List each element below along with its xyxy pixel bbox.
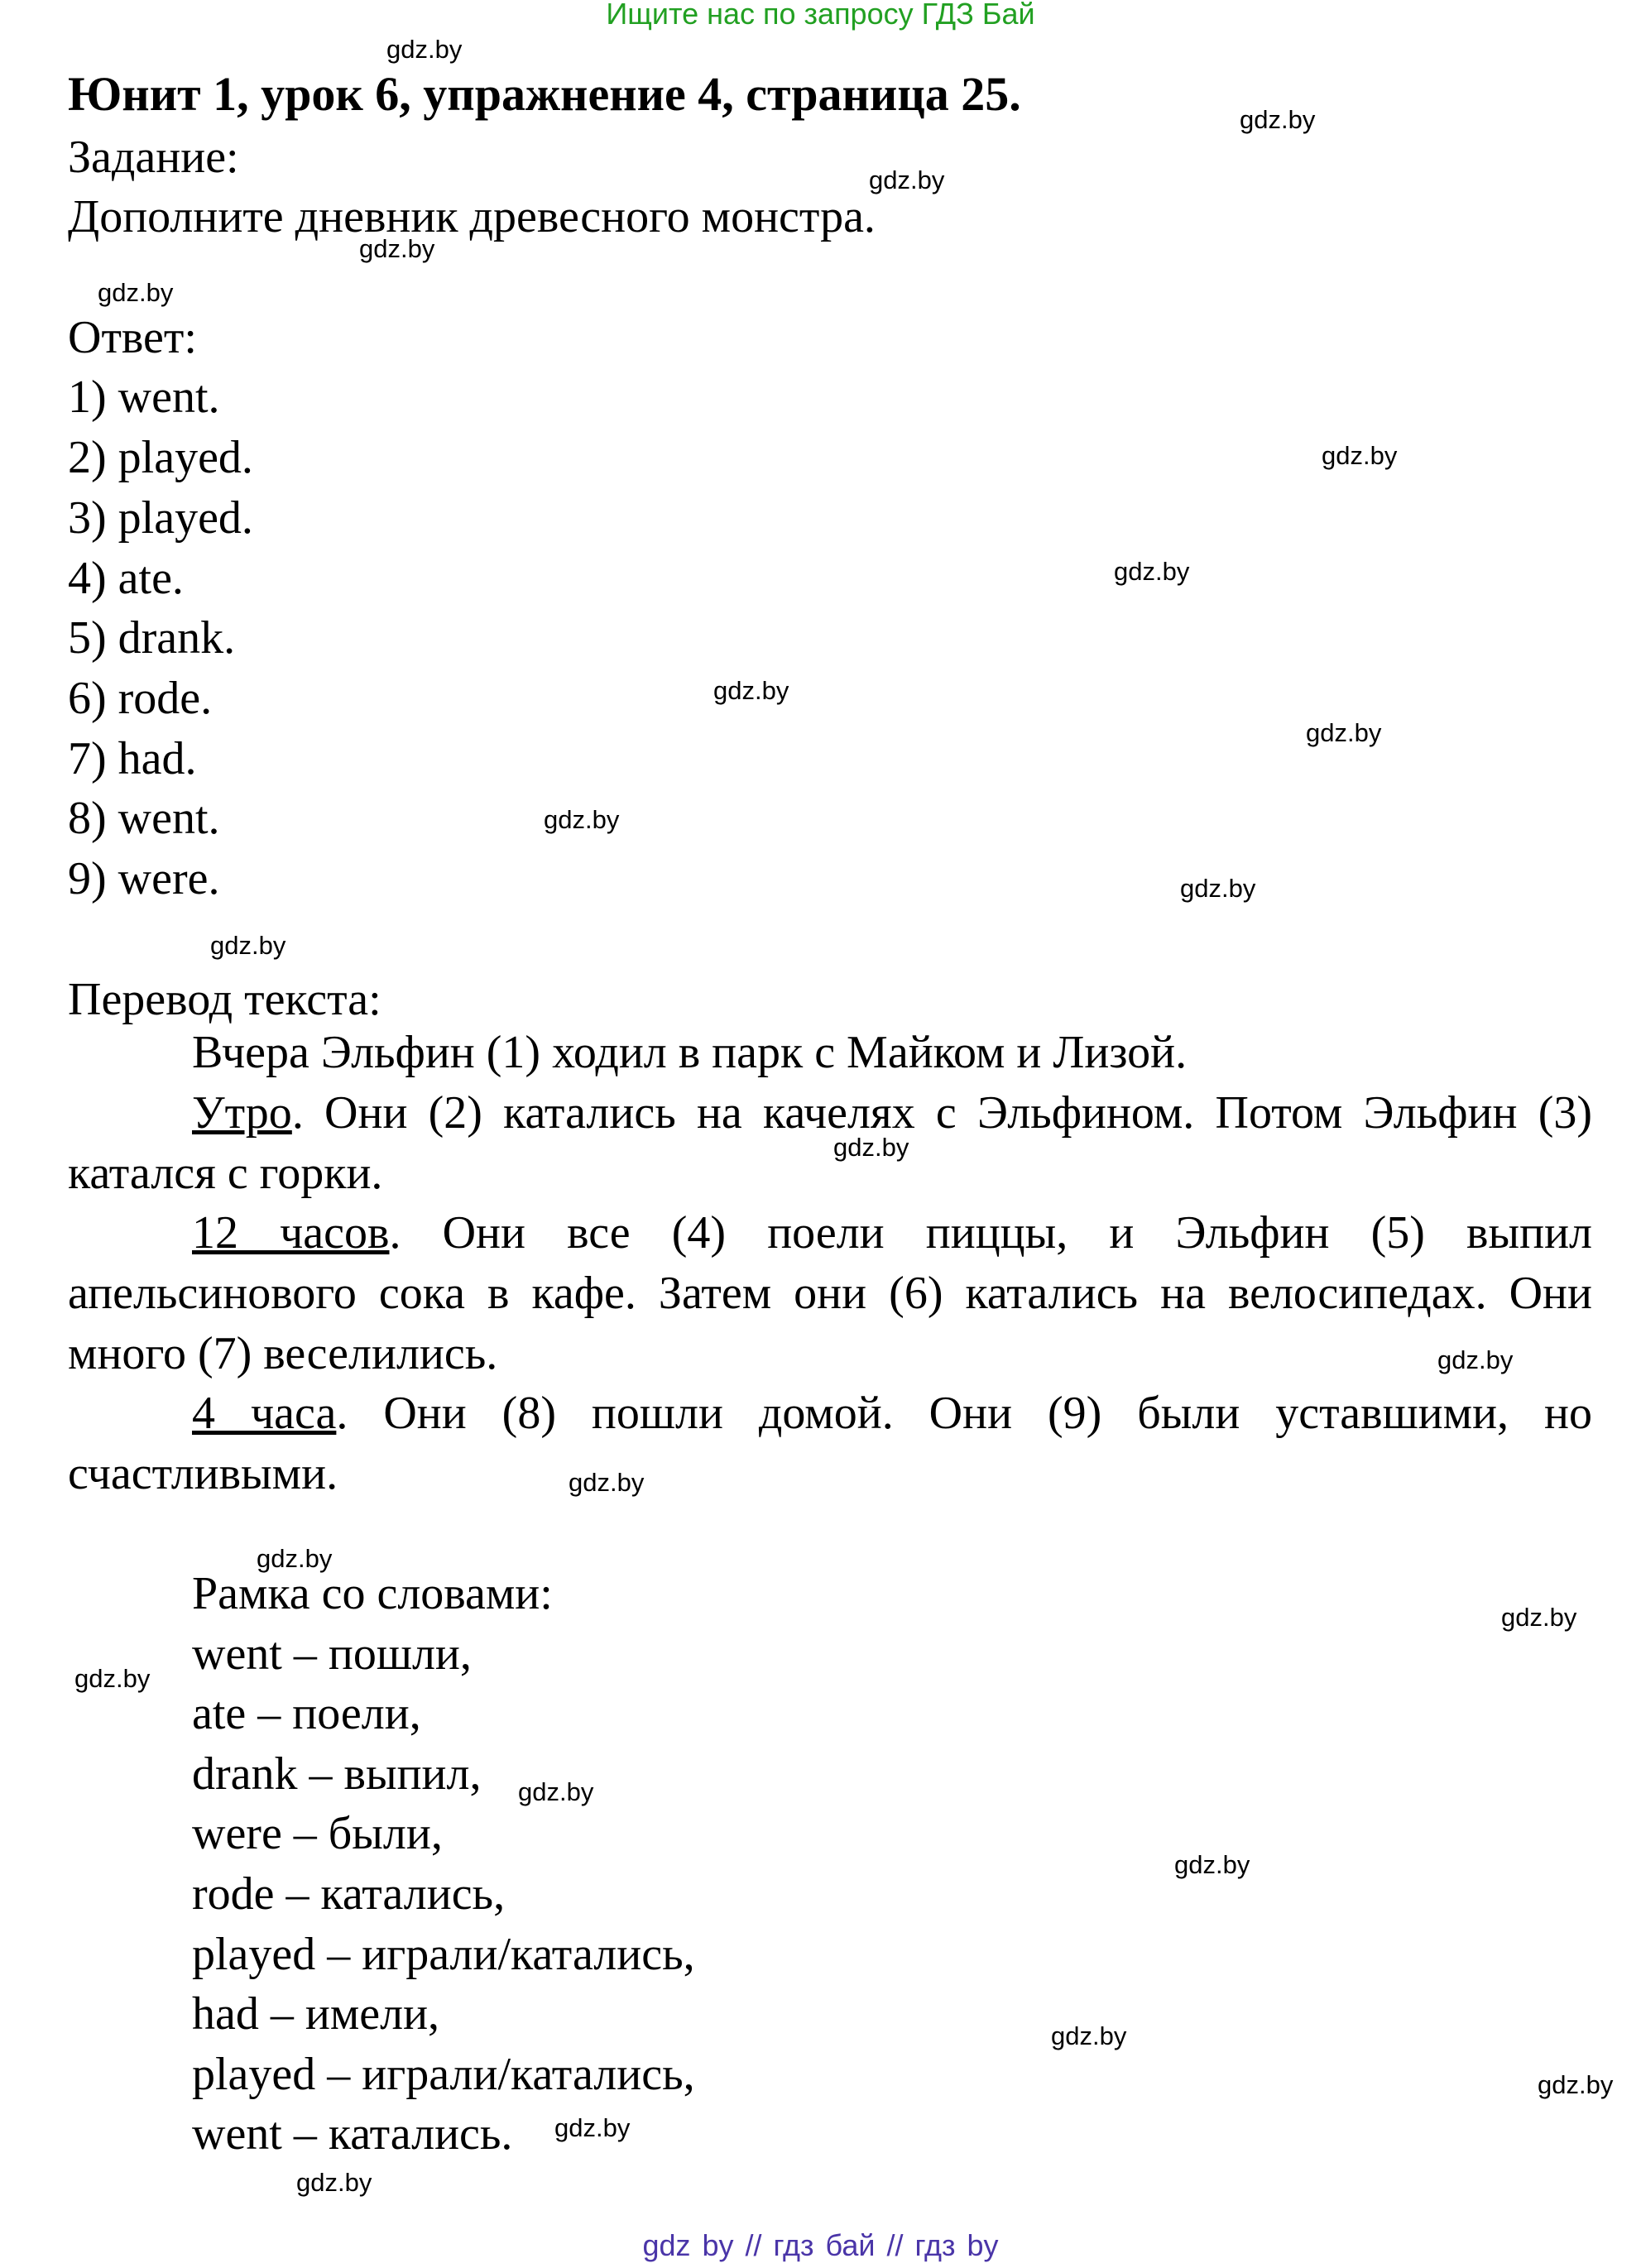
answer-item-6: 6) rode.: [68, 673, 213, 724]
translation-text-1: Вчера Эльфин (1) ходил в парк с Майком и Лизой.: [192, 1027, 1188, 1078]
wordbox-label: Рамка со словами:: [192, 1568, 553, 1619]
task-text: Дополните дневник древесного монстра.: [68, 191, 876, 242]
watermark: gdz.by: [1114, 557, 1190, 586]
watermark: gdz.by: [1180, 874, 1256, 903]
translation-paragraph-4: [68, 1383, 1592, 1504]
wordbox-item-6: played – играли/катались,: [192, 1929, 695, 1980]
wordbox-item-7: had – имели,: [192, 1988, 440, 2040]
watermark: gdz.by: [569, 1468, 645, 1497]
watermark: gdz.by: [833, 1133, 909, 1162]
task-label: Задание:: [68, 132, 239, 183]
translation-text-4: . Они (8) пошли домой. Они (9) были уставшими, но счастливыми.: [68, 1388, 1592, 1499]
watermark: gdz.by: [544, 805, 620, 834]
wordbox-item-5: rode – катались,: [192, 1868, 506, 1920]
watermark: gdz.by: [1501, 1603, 1577, 1632]
wordbox-item-3: drank – выпил,: [192, 1748, 482, 1800]
answer-label: Ответ:: [68, 312, 197, 363]
translation-paragraph-3: [68, 1203, 1592, 1384]
watermark: gdz.by: [210, 931, 286, 960]
watermark: gdz.by: [518, 1777, 594, 1806]
translation-text-2: . Они (2) катались на качелях с Эльфином. Потом Эльфин (3) катался с горки.: [68, 1087, 1592, 1199]
top-banner[interactable]: Ищите нас по запросу ГДЗ Бай: [606, 0, 1035, 31]
wordbox-item-2: ate – поели,: [192, 1688, 421, 1739]
time-heading-four: 4 часа: [192, 1388, 337, 1439]
time-heading-morning: Утро: [192, 1087, 292, 1139]
answer-item-1: 1) went.: [68, 372, 220, 423]
answer-item-5: 5) drank.: [68, 612, 236, 664]
watermark: gdz.by: [98, 278, 174, 307]
answer-item-7: 7) had.: [68, 733, 197, 784]
wordbox-item-1: went – пошли,: [192, 1628, 472, 1680]
watermark: gdz.by: [359, 234, 435, 263]
page-title: Юнит 1, урок 6, упражнение 4, страница 25.: [68, 67, 1021, 121]
watermark: gdz.by: [554, 2113, 631, 2142]
translation-text-3: . Они все (4) поели пиццы, и Эльфин (5) выпил апельсинового сока в кафе. Затем они (6) катались на велосипедах. Они много (7) веселились.: [68, 1207, 1592, 1379]
watermark: gdz.by: [869, 165, 945, 194]
answer-item-2: 2) played.: [68, 432, 253, 483]
answer-item-3: 3) played.: [68, 492, 253, 544]
bottom-banner[interactable]: gdz by // гдз бай // гдз by: [642, 2228, 999, 2262]
answer-item-4: 4) ate.: [68, 553, 184, 604]
watermark: gdz.by: [1051, 2021, 1127, 2050]
watermark: gdz.by: [1240, 105, 1316, 134]
translation-label: Перевод текста:: [68, 974, 381, 1025]
watermark: gdz.by: [1437, 1345, 1514, 1374]
watermark: gdz.by: [1538, 2070, 1614, 2099]
watermark: gdz.by: [1322, 441, 1398, 470]
watermark: gdz.by: [257, 1544, 333, 1573]
watermark: gdz.by: [74, 1664, 151, 1693]
answer-item-9: 9) were.: [68, 853, 220, 904]
watermark: gdz.by: [1306, 718, 1382, 747]
wordbox-item-4: were – были,: [192, 1808, 443, 1859]
watermark: gdz.by: [296, 2168, 372, 2197]
wordbox-item-9: went – катались.: [192, 2108, 513, 2160]
wordbox-item-8: played – играли/катались,: [192, 2049, 695, 2100]
watermark: gdz.by: [386, 35, 463, 64]
translation-paragraph-1: [68, 1023, 1592, 1083]
translation-paragraph-2: [68, 1083, 1592, 1204]
time-heading-noon: 12 часов: [192, 1207, 390, 1259]
watermark: gdz.by: [713, 676, 789, 705]
answer-item-8: 8) went.: [68, 793, 220, 844]
watermark: gdz.by: [1174, 1850, 1250, 1879]
